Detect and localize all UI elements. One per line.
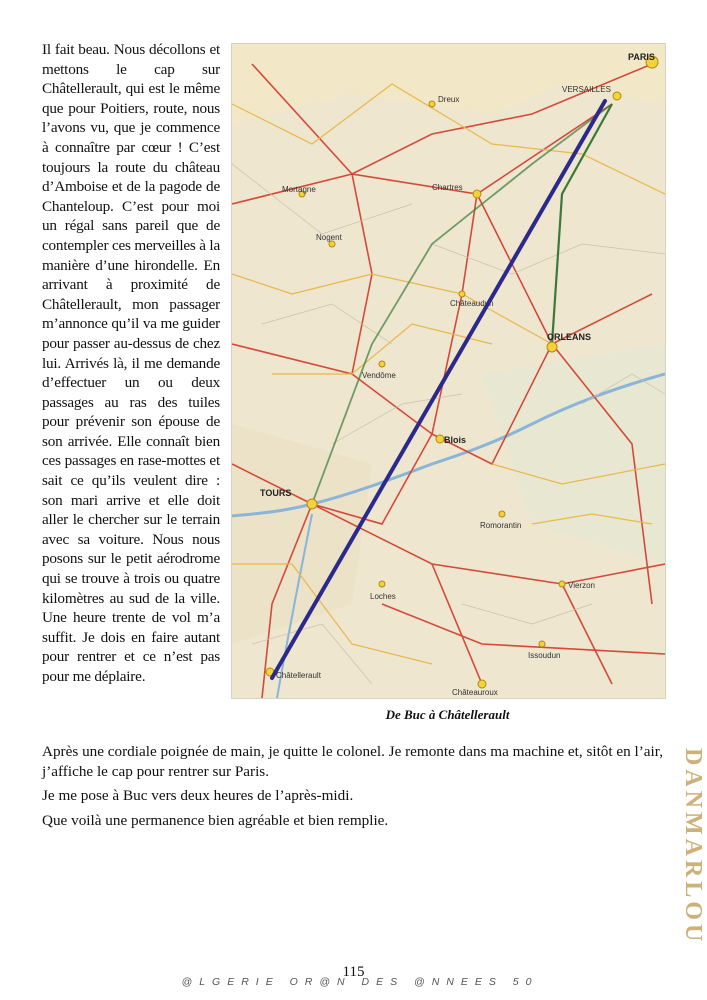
- loches-marker: [379, 581, 385, 587]
- map-label-romorantin: Romorantin: [480, 521, 522, 530]
- page-number: 115: [342, 964, 365, 980]
- body-text-column: [42, 40, 220, 687]
- issoudun-marker: [539, 641, 545, 647]
- map-label-versailles: VERSAILLES: [562, 85, 611, 94]
- dreux-marker: [429, 101, 435, 107]
- vierzon-marker: [559, 581, 565, 587]
- chartres-marker: [473, 190, 481, 198]
- versailles-marker: [613, 92, 621, 100]
- blois-marker: [436, 435, 444, 443]
- map-label-paris: PARIS: [628, 52, 655, 62]
- map-label-issoudun: Issoudun: [528, 651, 561, 660]
- closing-paragraph: Que voilà une permanence bien agréable et bien remplie.: [42, 811, 389, 829]
- romorantin-marker: [499, 511, 505, 517]
- map-label-vierzon: Vierzon: [568, 581, 595, 590]
- tours-marker: [307, 499, 317, 509]
- map-label-blois: Blois: [444, 435, 467, 445]
- orleans-marker: [547, 342, 557, 352]
- page-footer: @LGERIE OR@N DES @NNEES 50: [181, 976, 539, 988]
- map-label-chartres: Chartres: [432, 183, 463, 192]
- map-label-nogent: Nogent: [316, 233, 342, 242]
- map-label-chatellerault: Châtellerault: [276, 671, 321, 680]
- map-label-orleans: ORLEANS: [547, 332, 592, 342]
- map-label-tours: TOURS: [260, 488, 292, 498]
- map-label-vendome: Vendôme: [362, 371, 396, 380]
- side-title: DANMARLOU: [680, 748, 706, 946]
- map-label-loches: Loches: [370, 592, 396, 601]
- map-label-chateauroux: Châteauroux: [452, 688, 498, 697]
- vendome-marker: [379, 361, 385, 367]
- route-map-figure: [231, 43, 666, 699]
- figure-caption: De Buc à Châtellerault: [385, 707, 510, 722]
- map-label-mortagne: Mortagne: [282, 185, 316, 194]
- closing-paragraph: Je me pose à Buc vers deux heures de l’après-midi.: [42, 787, 354, 805]
- body-paragraph: Il fait beau. Nous décollons et mettons le cap sur Châtellerault, qui est le même que pour Poitiers, route, nous l’avons vu, que je commence à connaître par cœur ! C’est toujours la route du château d’Amboise et de la pagode de Chanteloup. C’est pour moi un régal sans pareil que de contempler ces merveilles à la manière d’une hirondelle. En arrivant à proximité de Châtellerault, mon passager m’annonce qu’il va me guider pour passer au-dessus de chez lui. Arrivés là, il me demande d’effectuer un ou deux passages au ras des tuiles pour prévenir son épouse de son arrivée. Elle connaît bien ces passages en rase-mottes et sait ce qu’ils veulent dire : son mari arrive et elle doit aller le chercher sur le terrain avec sa voiture. Nous nous posons sur le petit aérodrome qui se trouve à trois ou quatre kilomètres au sud de la ville. Une heure trente de vol m’a suffit. Je dois en faire autant pour rentrer et ce n’est pas pour me déplaire.: [42, 41, 220, 685]
- closing-paragraph: Après une cordiale poignée de main, je quitte le colonel. Je remonte dans ma machine et, sitôt en l’air, j’affiche le cap pour rentrer sur Paris.: [42, 743, 664, 780]
- chateaudun-marker: [459, 291, 465, 297]
- route-map: [232, 44, 665, 698]
- map-label-dreux: Dreux: [438, 95, 460, 104]
- map-label-chateaudun: Châteaudun: [450, 299, 494, 308]
- chateauroux-marker: [478, 680, 486, 688]
- closing-text: [42, 742, 666, 835]
